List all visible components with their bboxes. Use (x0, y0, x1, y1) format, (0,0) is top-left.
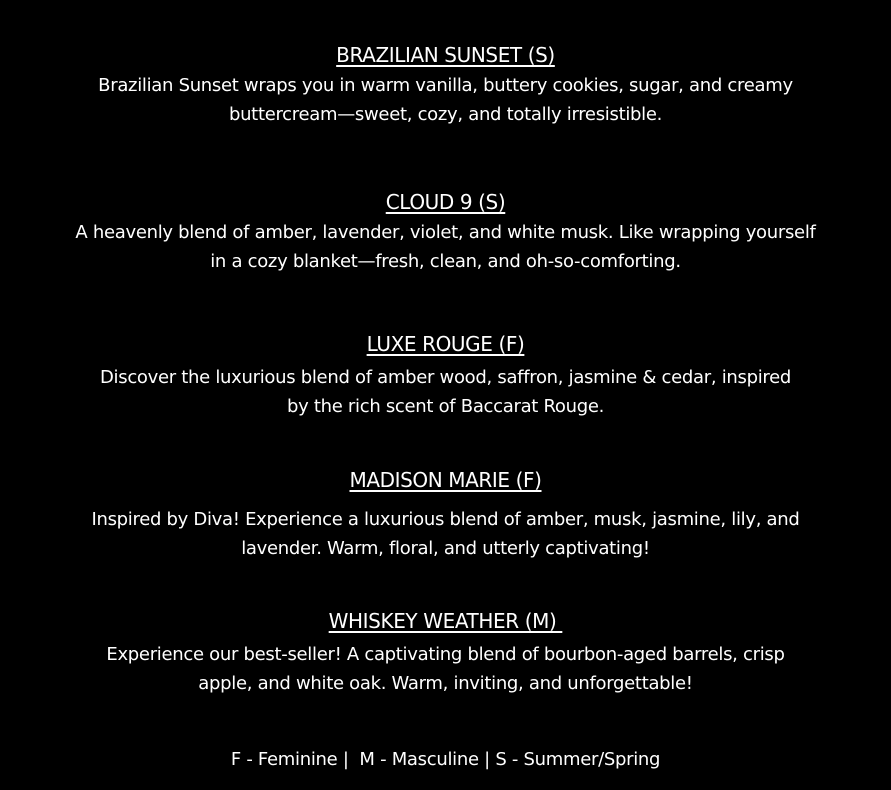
scent-title: WHISKEY WEATHER (M) (328, 609, 563, 633)
scent-description-line: A heavenly blend of amber, lavender, violet, and white musk. Like wrapping yourself (75, 222, 816, 243)
scent-entry-madison-marie (0, 467, 891, 563)
scent-description-line: Inspired by Diva! Experience a luxurious blend of amber, musk, jasmine, lily, and (91, 509, 800, 530)
scent-entry-cloud-9 (0, 189, 891, 276)
scent-description-line: by the rich scent of Baccarat Rouge. (286, 396, 605, 417)
scent-legend: F - Feminine | M - Masculine | S - Summer/Spring (230, 749, 661, 770)
scent-description-line: buttercream—sweet, cozy, and totally irresistible. (228, 104, 663, 125)
scent-description-line: lavender. Warm, floral, and utterly captivating! (241, 538, 650, 559)
scent-description-line: Experience our best-seller! A captivating blend of bourbon-aged barrels, crisp (106, 644, 785, 665)
scent-description-line: Brazilian Sunset wraps you in warm vanilla, buttery cookies, sugar, and creamy (98, 75, 793, 96)
scent-title: CLOUD 9 (S) (385, 190, 506, 214)
scent-entry-brazilian-sunset (0, 42, 891, 129)
scent-title: LUXE ROUGE (F) (366, 332, 525, 356)
scent-entry-whiskey-weather (0, 608, 891, 698)
scent-description-line: Discover the luxurious blend of amber wood, saffron, jasmine & cedar, inspired (99, 367, 792, 388)
scent-description-line: in a cozy blanket—fresh, clean, and oh-so-comforting. (210, 251, 681, 272)
scent-title: MADISON MARIE (F) (349, 468, 542, 492)
scent-description-line: apple, and white oak. Warm, inviting, and unforgettable! (198, 673, 693, 694)
scent-title: BRAZILIAN SUNSET (S) (336, 43, 555, 67)
scent-entry-luxe-rouge (0, 331, 891, 421)
